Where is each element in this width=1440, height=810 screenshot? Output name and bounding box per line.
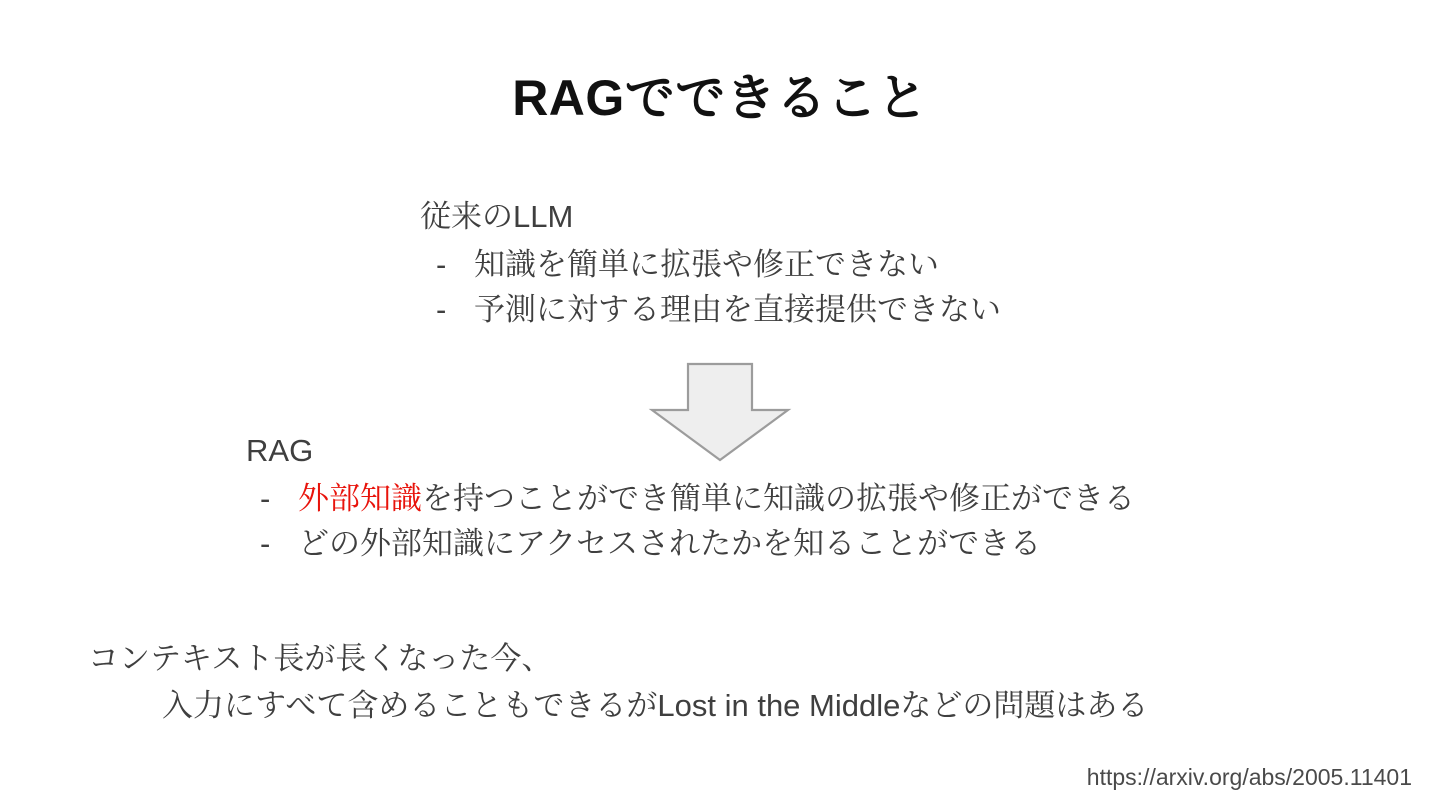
bullet-text	[298, 477, 1135, 522]
bullet-dash: -	[436, 246, 447, 282]
source-link[interactable]: https://arxiv.org/abs/2005.11401	[1086, 764, 1412, 790]
legacy-llm-block	[420, 198, 1001, 333]
list-item	[260, 522, 1135, 567]
bullet-text: 予測に対する理由を直接提供できない	[474, 291, 1001, 327]
legacy-llm-heading: 従来のLLM	[420, 199, 574, 234]
list-item	[260, 477, 1135, 522]
bullet-dash: -	[260, 480, 271, 516]
list-item	[436, 288, 1001, 333]
rag-block	[246, 432, 1135, 567]
context-note-line2: 入力にすべて含めることもできるがLost in the Middleなどの問題はある	[162, 687, 1149, 723]
page-title: RAGでできること	[512, 70, 928, 126]
bullet-dash: -	[436, 291, 447, 327]
highlight-text: 外部知識	[298, 480, 422, 516]
rag-bullet-list	[260, 477, 1135, 567]
context-note-block	[88, 636, 1148, 729]
list-item	[436, 243, 1001, 288]
bullet-text: 知識を簡単に拡張や修正できない	[474, 246, 939, 282]
bullet-dash: -	[260, 525, 271, 561]
bullet-rest: を持つことができ簡単に知識の拡張や修正ができる	[422, 480, 1135, 516]
bullet-text: どの外部知識にアクセスされたかを知ることができる	[298, 525, 1042, 561]
legacy-llm-bullet-list	[436, 243, 1001, 333]
rag-heading: RAG	[246, 433, 314, 468]
context-note-line1: コンテキスト長が長くなった今、	[88, 641, 553, 676]
